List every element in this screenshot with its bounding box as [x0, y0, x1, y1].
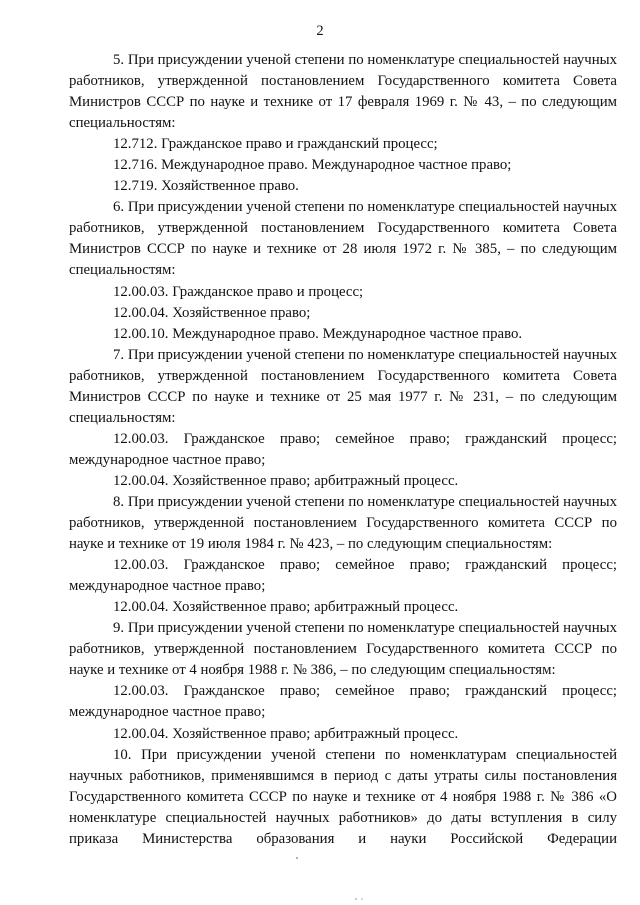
list-item: 12.712. Гражданское право и гражданский процесс;	[113, 136, 438, 153]
paragraph-6: 6. При присуждении ученой степени по номенклатуре специальностей научных работников, утвержденной постановлением Государственного комитета Совета Министров СССР по науке и технике от 28 июля 1972 г. № 385, – по следующим специальностям:	[69, 199, 617, 279]
list-item: 12.716. Международное право. Международное частное право;	[113, 157, 512, 174]
list-item: 12.00.03. Гражданское право; семейное право; гражданский процесс; международное частное право;	[69, 557, 617, 595]
scan-speck	[355, 898, 356, 899]
list-item: 12.00.04. Хозяйственное право; арбитражный процесс.	[113, 599, 459, 616]
paragraph-5: 5. При присуждении ученой степени по номенклатуре специальностей научных работников, утвержденной постановлением Государственного комитета Совета Министров СССР по науке и технике от 17 февраля 1969 г. № 43, – по следующим специальностям:	[69, 52, 617, 132]
list-item: 12.00.04. Хозяйственное право;	[113, 304, 311, 321]
list-item: 12.00.04. Хозяйственное право; арбитражный процесс.	[113, 725, 459, 742]
paragraph-9: 9. При присуждении ученой степени по номенклатуре специальностей научных работников, утвержденной постановлением Государственного комитета СССР по науке и технике от 4 ноября 1988 г. № 386, – по следующим специальностям:	[69, 620, 617, 679]
scan-speck	[361, 898, 362, 899]
list-item: 12.00.04. Хозяйственное право; арбитражный процесс.	[113, 472, 459, 489]
paragraph-7: 7. При присуждении ученой степени по номенклатуре специальностей научных работников, утвержденной постановлением Государственного комитета Совета Министров СССР по науке и технике от 25 мая 1977 г. № 231, – по следующим специальностям:	[69, 346, 617, 426]
page-number: 2	[316, 23, 324, 39]
list-item: 12.00.03. Гражданское право; семейное право; гражданский процесс; международное частное право;	[69, 683, 617, 721]
document-body	[69, 50, 617, 850]
paragraph-10: 10. При присуждении ученой степени по номенклатурам специальностей научных работников, применявшимся в период с даты утраты силы постановления Государственного комитета СССР по науке и технике от 4 ноября 1988 г. № 386 «О номенклатуре специальностей научных работников» до даты вступления в силу приказа Министерства образования и науки Российской Федерации	[69, 746, 617, 847]
list-item: 12.00.10. Международное право. Международное частное право.	[113, 325, 523, 342]
list-item: 12.719. Хозяйственное право.	[113, 178, 299, 195]
list-item: 12.00.03. Гражданское право и процесс;	[113, 283, 364, 300]
list-item: 12.00.03. Гражданское право; семейное право; гражданский процесс; международное частное право;	[69, 430, 617, 468]
paragraph-8: 8. При присуждении ученой степени по номенклатуре специальностей научных работников, утвержденной постановлением Государственного комитета СССР по науке и технике от 19 июля 1984 г. № 423, – по следующим специальностям:	[69, 493, 617, 553]
scan-speck	[296, 857, 298, 859]
